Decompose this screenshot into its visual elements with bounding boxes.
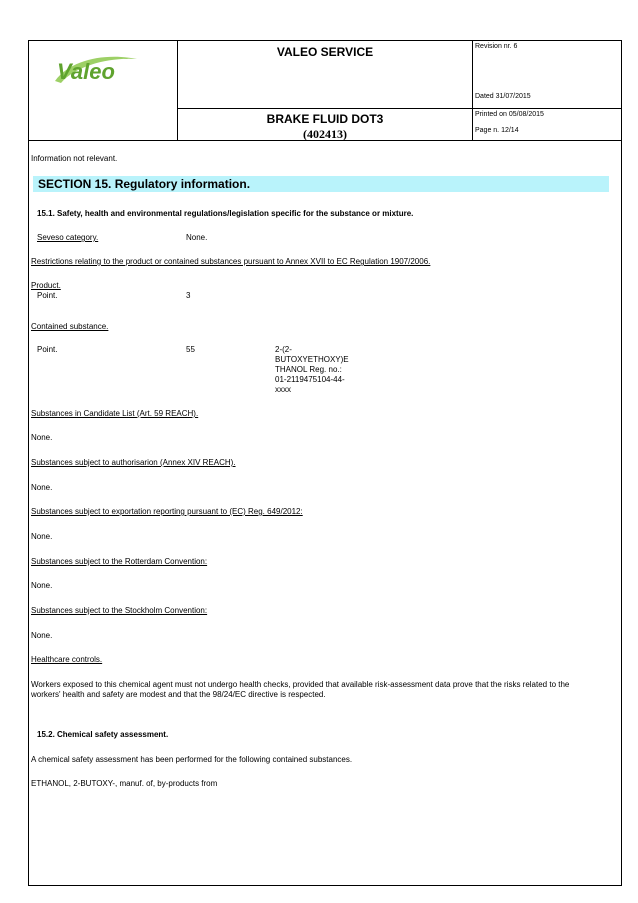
section-15-heading: SECTION 15. Regulatory information. (33, 176, 609, 192)
product-point-value: 3 (186, 291, 191, 300)
product-label: Product. (31, 281, 61, 290)
subsection-15-1-title: 15.1. Safety, health and environmental regulations/legislation specific for the substance or mixture. (37, 209, 414, 218)
substance-line: 01-2119475104-44- (275, 375, 345, 384)
export-label: Substances subject to exportation reporting pursuant to (EC) Reg. 649/2012: (31, 507, 303, 516)
svg-text:Valeo: Valeo (57, 59, 115, 84)
rotterdam-value: None. (31, 581, 53, 590)
product-code: (402413) (303, 127, 347, 141)
substance-line: BUTOXYETHOXY)E (275, 355, 349, 364)
authorisation-label: Substances subject to authorisarion (Annex XIV REACH). (31, 458, 236, 467)
stockholm-label: Substances subject to the Stockholm Convention: (31, 606, 208, 615)
healthcare-label: Healthcare controls. (31, 655, 103, 664)
substance-line: xxxx (275, 385, 291, 394)
document-header (29, 41, 621, 141)
contained-point-value: 55 (186, 345, 195, 354)
export-value: None. (31, 532, 53, 541)
meta-cell (473, 109, 621, 141)
dated: Dated 31/07/2015 (475, 93, 531, 100)
candidate-list-value: None. (31, 433, 53, 442)
assessment-substance: ETHANOL, 2-BUTOXY-, manuf. of, by-products from (31, 779, 218, 788)
stockholm-value: None. (31, 631, 53, 640)
revision-number: Revision nr. 6 (475, 43, 518, 50)
valeo-logo (51, 51, 141, 91)
substance-line: 2-(2- (275, 345, 292, 354)
company-cell (178, 41, 473, 109)
revision-cell (473, 41, 621, 109)
product-name: BRAKE FLUID DOT3 (266, 112, 384, 126)
page-number: Page n. 12/14 (475, 127, 519, 134)
assessment-text: A chemical safety assessment has been performed for the following contained substances. (31, 755, 353, 764)
contained-substance-label: Contained substance. (31, 322, 109, 331)
document-page (28, 40, 622, 886)
restrictions-label: Restrictions relating to the product or contained substances pursuant to Annex XVII to EC Regulation 1907/2006. (31, 257, 431, 266)
logo-cell (29, 41, 178, 141)
healthcare-text: workers' health and safety are modest and that the 98/24/EC directive is respected. (31, 690, 326, 699)
intro-text: Information not relevant. (31, 154, 118, 163)
company-name: VALEO SERVICE (276, 45, 374, 59)
candidate-list-label: Substances in Candidate List (Art. 59 REACH). (31, 409, 199, 418)
printed-on: Printed on 05/08/2015 (475, 111, 544, 118)
healthcare-text: Workers exposed to this chemical agent must not undergo health checks, provided that available risk-assessment data prove that the risks related to the (31, 680, 570, 689)
product-point-label: Point. (37, 291, 58, 300)
subsection-15-2-title: 15.2. Chemical safety assessment. (37, 730, 169, 739)
seveso-label: Seveso category. (37, 233, 99, 242)
product-cell (178, 109, 473, 141)
seveso-value: None. (186, 233, 208, 242)
substance-line: THANOL Reg. no.: (275, 365, 342, 374)
authorisation-value: None. (31, 483, 53, 492)
rotterdam-label: Substances subject to the Rotterdam Convention: (31, 557, 208, 566)
contained-point-label: Point. (37, 345, 58, 354)
